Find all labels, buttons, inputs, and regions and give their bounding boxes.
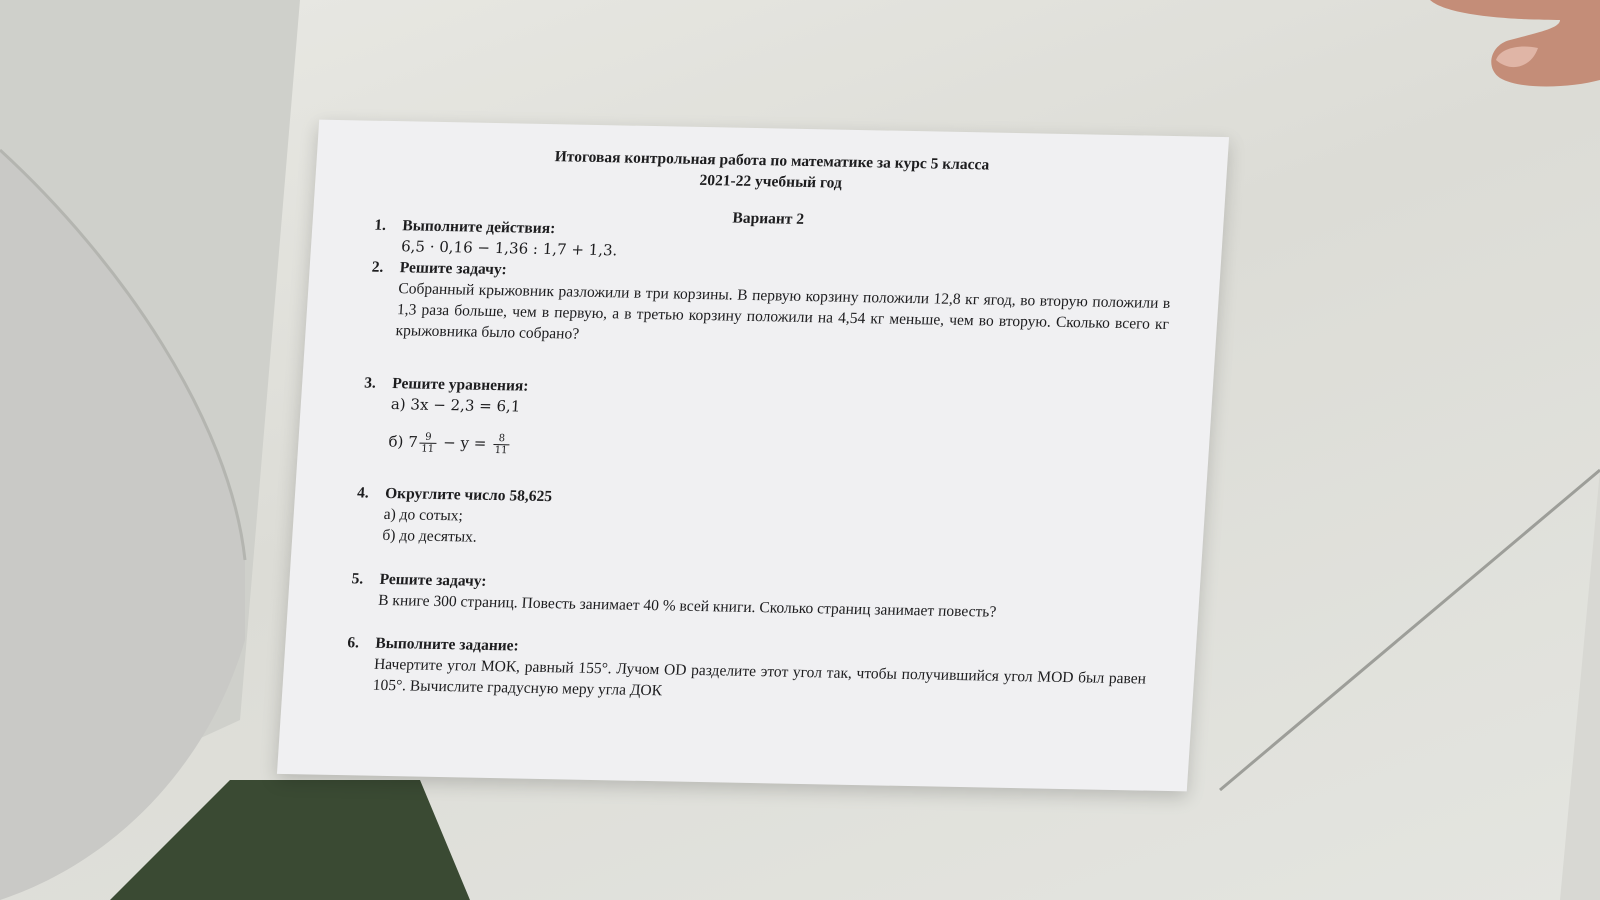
task-3-heading: 3. Решите уравнения: xyxy=(363,374,530,395)
task-2 xyxy=(367,257,1172,356)
equation-b-prefix: б) 7 xyxy=(387,432,419,452)
task-2-text: Собранный крыжовник разложили в три корзины. В первую корзину положили 12,8 кг ягод, во вторую положили в 1,3 раза больше, чем в первую, а в третью корзину положили на 4,54 кг меньше, чем во вторую. Сколько всего кг крыжовника было собрано? xyxy=(395,280,1171,343)
task-3 xyxy=(360,373,1165,469)
equation-b xyxy=(360,430,1161,468)
task-6 xyxy=(344,632,1148,710)
task-1-expression: 6,5 · 0,16 − 1,36 : 1,7 + 1,3. xyxy=(400,237,618,260)
equation-a: а) 3x − 2,3 = 6,1 xyxy=(390,395,521,416)
fraction-2: $\frac{8}{11}$ xyxy=(492,433,510,456)
green-floor xyxy=(110,780,470,900)
task-1-heading: 1. Выполните действия: xyxy=(373,216,556,238)
task-6-text: Начертите угол МОК, равный 155°. Лучом OD разделите этот угол так, чтобы получившийся угол MOD был равен 105°. Вычислите градусную меру угла ДОК xyxy=(372,655,1147,700)
task-6-heading: 6. Выполните задание: xyxy=(346,634,520,655)
equation-b-middle: − y = xyxy=(442,433,487,453)
exam-title xyxy=(315,142,1228,201)
table-edge-line xyxy=(1220,470,1600,790)
task-4-option-a: а) до сотых; xyxy=(383,505,464,525)
task-4 xyxy=(354,482,1158,560)
task-5-heading: 5. Решите задачу: xyxy=(351,570,488,590)
task-2-heading: 2. Решите задачу: xyxy=(371,258,508,279)
task-5-text: В книге 300 страниц. Повесть занимает 40 % всей книги. Сколько страниц занимает повесть? xyxy=(377,591,997,621)
task-4-heading: 4. Округлите число 58,625 xyxy=(356,484,553,506)
variant-label: Вариант 2 xyxy=(731,209,805,228)
fraction-1: $\frac{9}{11}$ xyxy=(419,432,437,455)
title-line-2: 2021-22 учебный год xyxy=(699,171,843,192)
table-right-edge xyxy=(1560,470,1600,900)
finger xyxy=(1430,0,1600,87)
title-line-1: Итоговая контрольная работа по математике за курс 5 класса xyxy=(554,148,990,174)
task-4-option-b: б) до десятых. xyxy=(381,526,478,546)
exam-paper xyxy=(277,120,1229,792)
task-5 xyxy=(350,568,1153,625)
